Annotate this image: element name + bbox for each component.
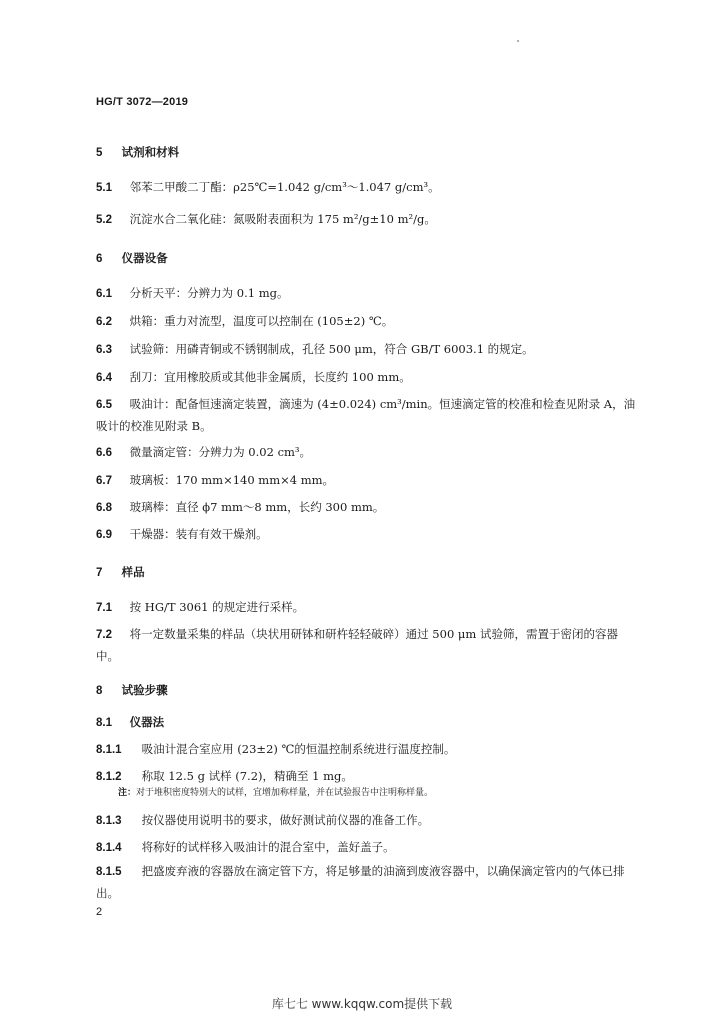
scan-speck <box>517 40 519 42</box>
clause-6-3 <box>96 340 636 359</box>
standard-code-header: HG/T 3072—2019 <box>96 96 189 108</box>
clause-6-5 <box>96 394 636 437</box>
clause-number: 7.2 <box>96 629 112 641</box>
clause-number: 6.6 <box>96 447 112 459</box>
page-number: 2 <box>96 906 103 918</box>
clause-6-7 <box>96 471 636 490</box>
section-title: 试剂和材料 <box>121 145 180 159</box>
clause-text: 将一定数量采集的样品（块状用研钵和研杵轻轻破碎）通过 500 μm 试验筛，需置于密闭的容器中。 <box>96 627 618 663</box>
clause-text: 吸油计混合室应用 (23±2) ℃的恒温控制系统进行温度控制。 <box>141 742 456 756</box>
clause-number: 6.4 <box>96 372 112 384</box>
clause-number: 8.1.4 <box>96 842 122 854</box>
section-number: 8 <box>96 685 103 697</box>
clause-number: 8.1.1 <box>96 744 122 756</box>
section-title: 样品 <box>121 565 145 579</box>
clause-number: 6.9 <box>96 529 112 541</box>
clause-5-2 <box>96 210 636 229</box>
clause-8-1-2 <box>96 767 636 786</box>
clause-text: 邻苯二甲酸二丁酯：ρ25℃=1.042 g/cm³～1.047 g/cm³。 <box>129 180 440 194</box>
clause-text: 按 HG/T 3061 的规定进行采样。 <box>129 600 305 614</box>
clause-text: 玻璃板：170 mm×140 mm×4 mm。 <box>129 473 335 487</box>
clause-number: 6.5 <box>96 399 112 411</box>
clause-6-2 <box>96 312 636 331</box>
clause-number: 5.2 <box>96 214 112 226</box>
download-watermark: 库七七 www.kqqw.com提供下载 <box>271 997 453 1011</box>
section-title: 仪器法 <box>129 715 165 729</box>
clause-number: 6.8 <box>96 502 112 514</box>
note-8-1-2 <box>118 786 433 800</box>
clause-8-1-3 <box>96 811 636 830</box>
clause-number: 8.1.5 <box>96 866 122 878</box>
clause-text: 试验筛：用磷青铜或不锈钢制成，孔径 500 μm，符合 GB/T 6003.1 的规定。 <box>129 342 534 356</box>
section-title: 试验步骤 <box>121 683 168 697</box>
note-label: 注： <box>118 788 137 798</box>
clause-8-1-5 <box>96 861 636 904</box>
clause-7-2 <box>96 624 636 667</box>
clause-number: 8.1.2 <box>96 771 122 783</box>
clause-number: 8.1.3 <box>96 815 122 827</box>
clause-number: 5.1 <box>96 182 112 194</box>
clause-7-1 <box>96 598 636 617</box>
section-6-heading <box>96 249 636 268</box>
note-text: 对于堆积密度特别大的试样，宜增加称样量，并在试验报告中注明称样量。 <box>136 788 434 798</box>
clause-6-9 <box>96 525 636 544</box>
section-title: 仪器设备 <box>121 251 168 265</box>
subsection-8-1-heading <box>96 713 636 732</box>
clause-text: 烘箱：重力对流型，温度可以控制在 (105±2) ℃。 <box>129 314 394 328</box>
clause-text: 刮刀：宜用橡胶质或其他非金属质，长度约 100 mm。 <box>129 370 411 384</box>
clause-number: 7.1 <box>96 602 112 614</box>
clause-number: 6.7 <box>96 475 112 487</box>
clause-text: 玻璃棒：直径 ϕ7 mm～8 mm，长约 300 mm。 <box>129 500 385 514</box>
clause-text: 分析天平：分辨力为 0.1 mg。 <box>129 286 289 300</box>
clause-number: 6.3 <box>96 344 112 356</box>
clause-text: 微量滴定管：分辨力为 0.02 cm³。 <box>129 445 312 459</box>
clause-text: 将称好的试样移入吸油计的混合室中，盖好盖子。 <box>141 840 395 854</box>
section-7-heading <box>96 563 636 582</box>
clause-text: 沉淀水合二氧化硅：氮吸附表面积为 175 m²/g±10 m²/g。 <box>129 212 436 226</box>
section-number: 6 <box>96 253 103 265</box>
clause-6-8 <box>96 498 636 517</box>
section-5-heading <box>96 143 636 162</box>
clause-6-4 <box>96 368 636 387</box>
clause-text: 把盛废弃液的容器放在滴定管下方，将足够量的油滴到废液容器中，以确保滴定管内的气体已排出。 <box>96 864 625 900</box>
clause-6-6 <box>96 443 636 462</box>
section-number: 8.1 <box>96 717 112 729</box>
section-number: 5 <box>96 147 103 159</box>
clause-number: 6.1 <box>96 288 112 300</box>
clause-8-1-1 <box>96 740 636 759</box>
clause-6-1 <box>96 284 636 303</box>
clause-8-1-4 <box>96 838 636 857</box>
section-8-heading <box>96 681 636 700</box>
clause-text: 干燥器：装有有效干燥剂。 <box>129 527 268 541</box>
clause-text: 吸油计：配备恒速滴定装置，滴速为 (4±0.024) cm³/min。恒速滴定管的校准和检查见附录 A，油吸计的校准见附录 B。 <box>96 397 636 433</box>
section-number: 7 <box>96 567 103 579</box>
clause-5-1 <box>96 178 636 197</box>
clause-number: 6.2 <box>96 316 112 328</box>
clause-text: 称取 12.5 g 试样 (7.2)，精确至 1 mg。 <box>141 769 353 783</box>
clause-text: 按仪器使用说明书的要求，做好测试前仪器的准备工作。 <box>141 813 430 827</box>
